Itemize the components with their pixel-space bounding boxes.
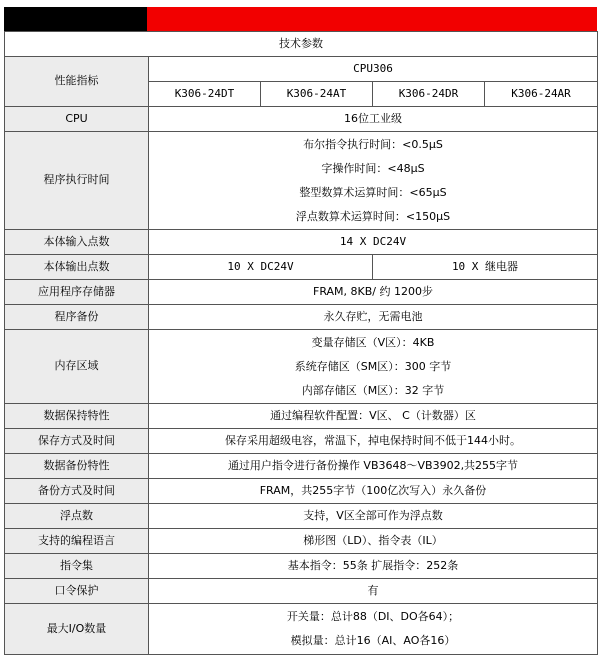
memory-area-values	[149, 330, 598, 404]
outputs-label: 本体输出点数	[5, 255, 149, 280]
header-bar-black	[4, 7, 147, 31]
inputs-value: 14 X DC24V	[149, 230, 598, 255]
app-memory-value: FRAM, 8KB/ 约 1200步	[149, 280, 598, 305]
exec-time-label: 程序执行时间	[5, 132, 149, 230]
exec-time-line: 浮点数算术运算时间：<150μS	[295, 209, 451, 223]
max-io-values	[149, 604, 598, 655]
languages-label: 支持的编程语言	[5, 529, 149, 554]
outputs-value-dc: 10 X DC24V	[149, 255, 373, 280]
app-memory-label: 应用程序存储器	[5, 280, 149, 305]
table-title: 技术参数	[5, 32, 598, 57]
data-backup-label: 数据备份特性	[5, 454, 149, 479]
exec-time-line: 整型数算术运算时间：<65μS	[299, 185, 447, 199]
retention-method-value: 保存采用超级电容，常温下，掉电保持时间不低于144小时。	[149, 429, 598, 454]
header-bar-red	[147, 7, 597, 31]
data-retention-value: 通过编程软件配置：V区、 C（计数器）区	[149, 404, 598, 429]
float-value: 支持，V区全部可作为浮点数	[149, 504, 598, 529]
model-4: K306-24AR	[485, 82, 598, 107]
data-backup-value: 通过用户指令进行备份操作 VB3648～VB3902,共255字节	[149, 454, 598, 479]
program-backup-value: 永久存贮，无需电池	[149, 305, 598, 330]
cpu-label: CPU	[5, 107, 149, 132]
max-io-label: 最大I/O数量	[5, 604, 149, 655]
password-value: 有	[149, 579, 598, 604]
program-backup-label: 程序备份	[5, 305, 149, 330]
backup-method-label: 备份方式及时间	[5, 479, 149, 504]
model-1: K306-24DT	[149, 82, 261, 107]
data-retention-label: 数据保持特性	[5, 404, 149, 429]
cpu-value: 16位工业级	[149, 107, 598, 132]
inputs-label: 本体输入点数	[5, 230, 149, 255]
exec-time-line: 布尔指令执行时间：<0.5μS	[303, 137, 443, 151]
backup-method-value: FRAM，共255字节（100亿次写入）永久备份	[149, 479, 598, 504]
spec-table	[4, 31, 598, 655]
memory-area-line: 内部存储区（M区）：32 字节	[301, 383, 445, 397]
languages-value: 梯形图（LD）、指令表（IL）	[149, 529, 598, 554]
exec-time-line: 字操作时间：<48μS	[321, 161, 425, 175]
max-io-line: 模拟量：总计16（AI、AO各16）	[290, 634, 456, 647]
float-label: 浮点数	[5, 504, 149, 529]
instruction-set-label: 指令集	[5, 554, 149, 579]
model-2: K306-24AT	[261, 82, 373, 107]
password-label: 口令保护	[5, 579, 149, 604]
cpu-model: CPU306	[149, 57, 598, 82]
performance-label: 性能指标	[5, 57, 149, 107]
exec-time-values	[149, 132, 598, 230]
max-io-line: 开关量：总计88（DI、DO各64）；	[286, 610, 460, 623]
memory-area-line: 系统存储区（SM区）：300 字节	[294, 359, 452, 373]
outputs-value-relay: 10 X 继电器	[373, 255, 598, 280]
instruction-set-value: 基本指令：55条 扩展指令：252条	[149, 554, 598, 579]
memory-area-label: 内存区域	[5, 330, 149, 404]
retention-method-label: 保存方式及时间	[5, 429, 149, 454]
model-3: K306-24DR	[373, 82, 485, 107]
memory-area-line: 变量存储区（V区）：4KB	[311, 335, 435, 349]
header-bar	[4, 7, 597, 31]
